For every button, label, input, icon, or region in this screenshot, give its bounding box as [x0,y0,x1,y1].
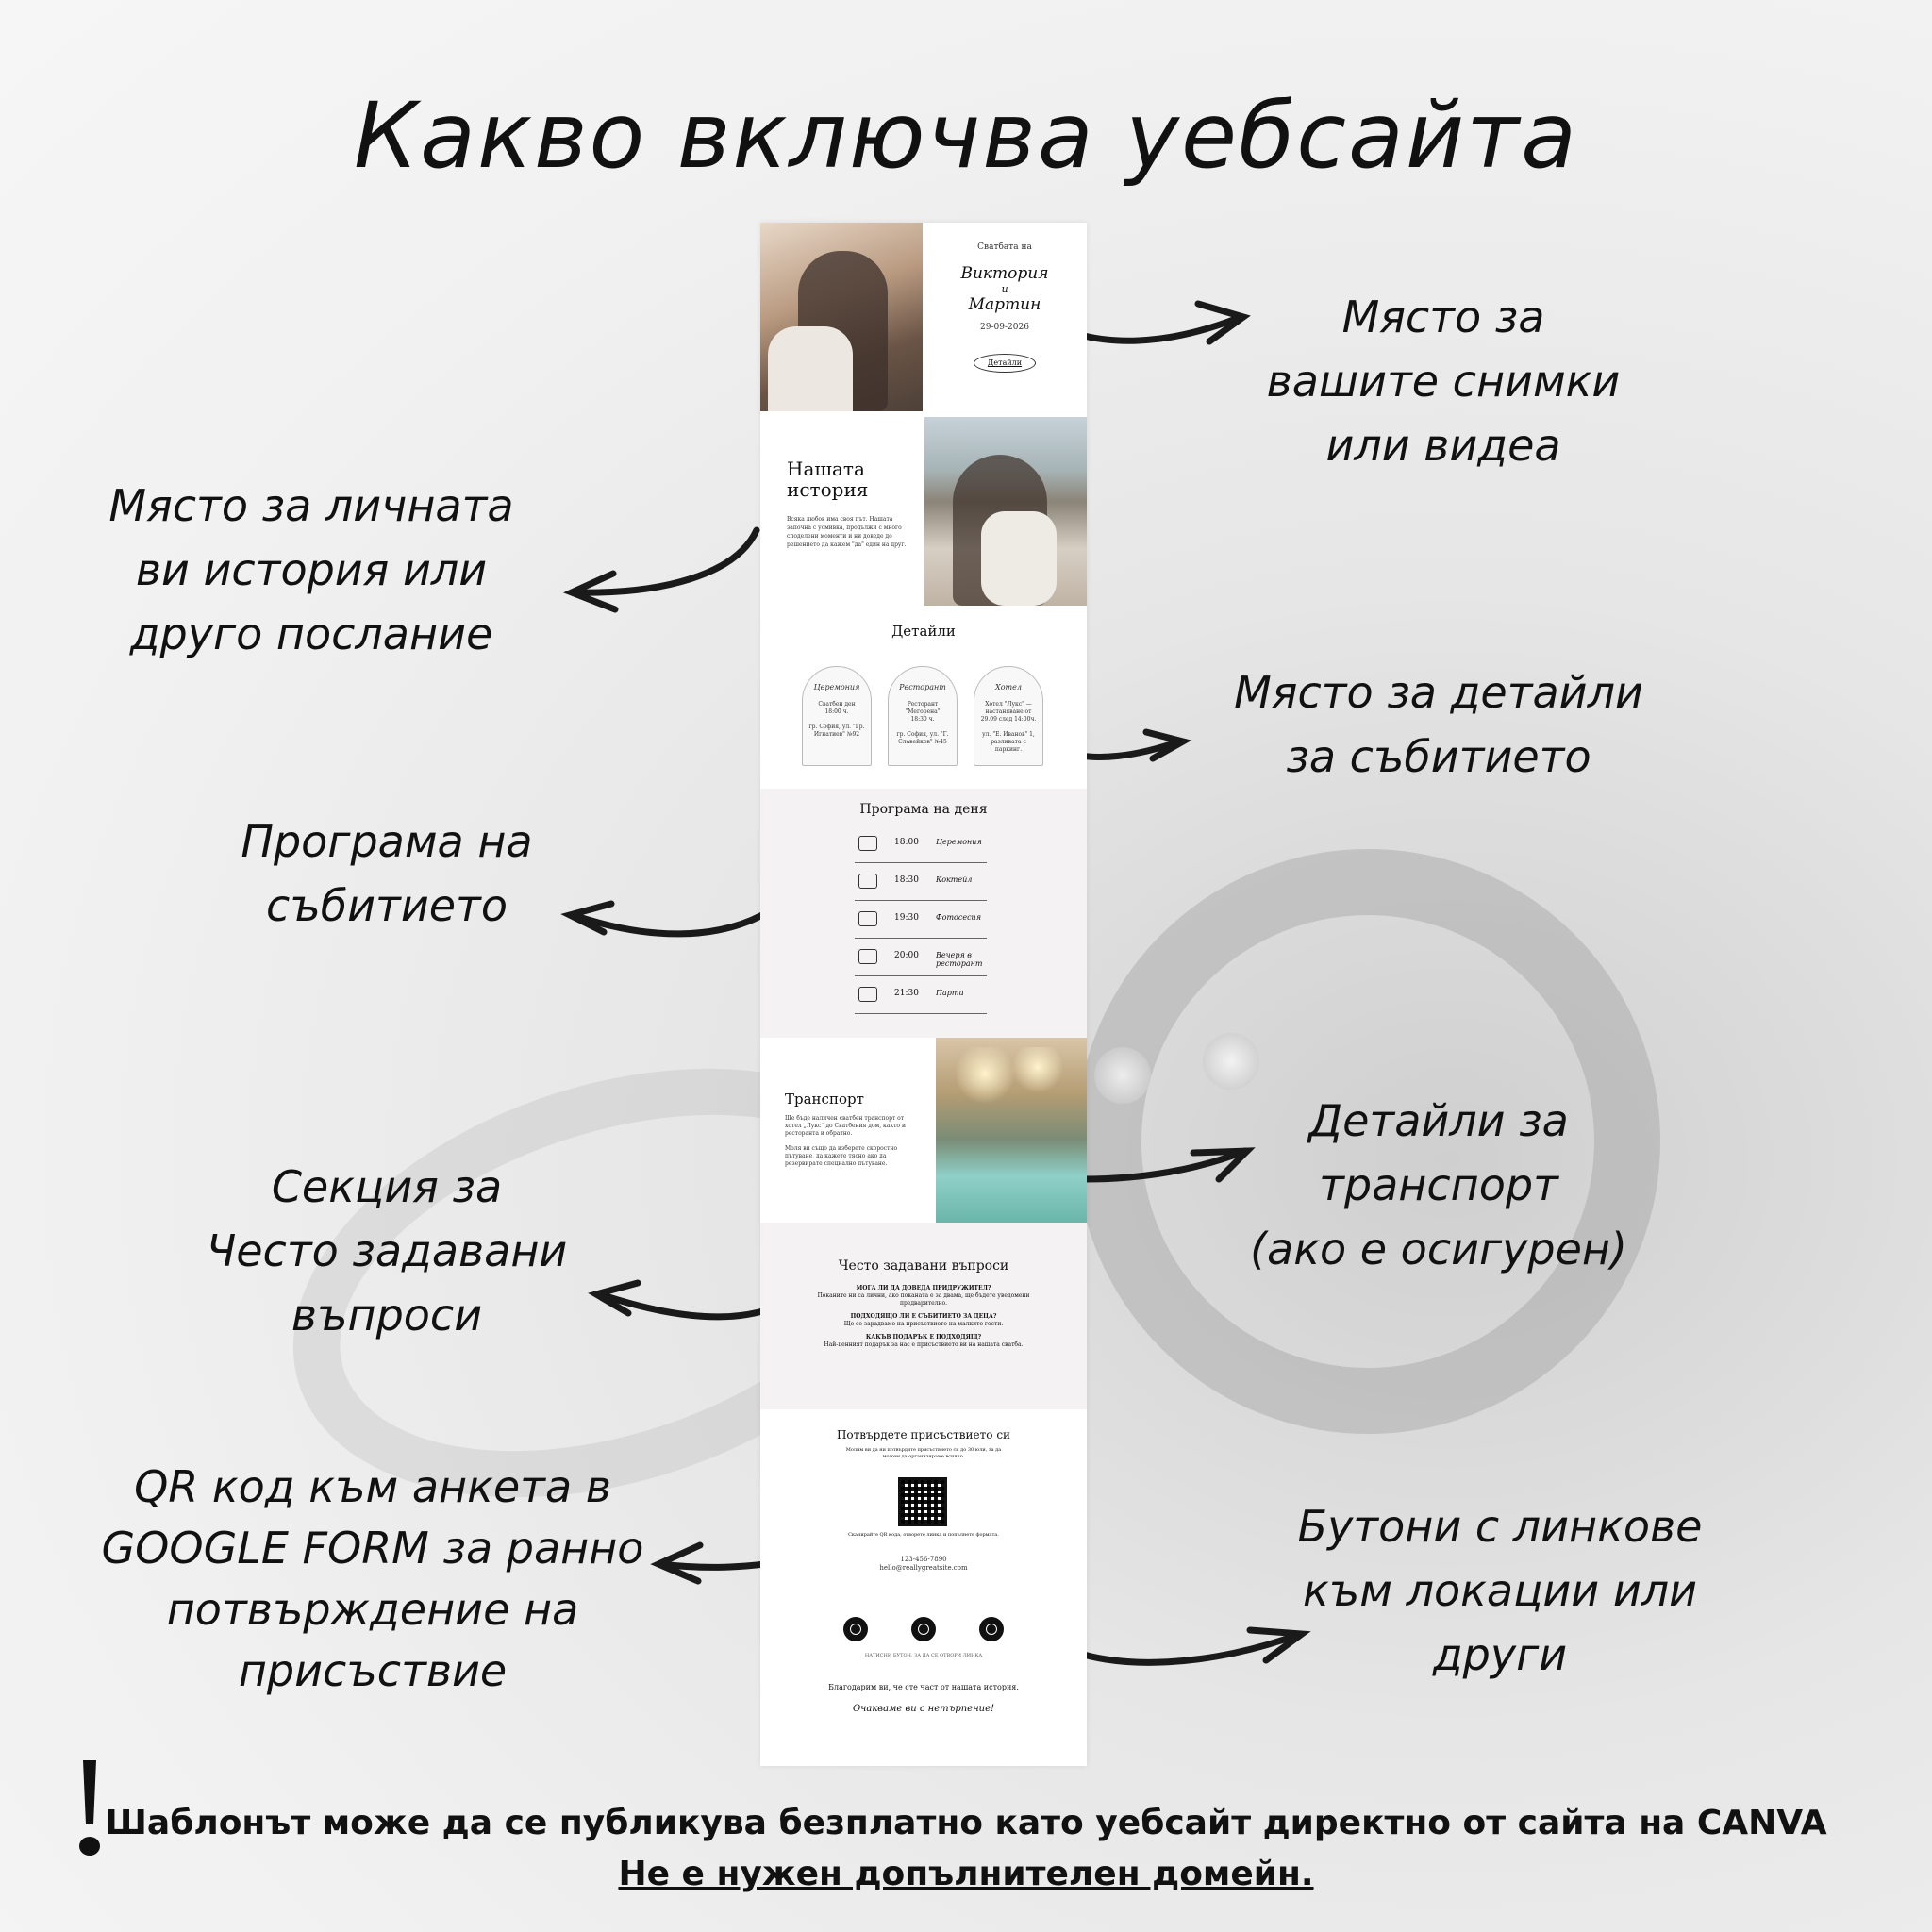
story-text-block [787,458,909,549]
faq-section [760,1223,1087,1409]
hero-date: 29-09-2026 [980,323,1029,332]
program-section [760,789,1087,1038]
footer-line-2: Не е нужен допълнителен домейн. [618,1855,1314,1893]
rings-icon [858,836,877,851]
links-caption: НАТИСНИ БУТОН, ЗА ДА СЕ ОТВОРИ ЛИНКА [864,1653,983,1658]
story-photo [924,417,1087,606]
lights [945,1047,1077,1113]
annotation-faq: Секция за Често задавани въпроси [206,1161,568,1341]
rsvp-phone: 123-456-7890 [900,1556,947,1563]
arrow-story [575,530,757,592]
details-section [760,606,1087,789]
page-title: Какво включва уебсайта [354,83,1578,189]
shirt-shape [981,511,1057,606]
rsvp-section [760,1409,1087,1766]
story-heading-1: Нашата [787,458,865,480]
hero-section [760,223,1087,411]
arrow-buttons [1055,1634,1300,1662]
website-preview [760,223,1087,1766]
hero-name-2: Мартин [968,295,1041,314]
hero-photo [760,223,923,411]
hero-and: и [1001,283,1008,295]
program-row: 18:00 Церемония [855,826,987,863]
transport-text-block [785,1091,906,1168]
rsvp-text: Молим ви да ни потвърдите присъствието си до 30 юли, за да можем да организираме всичко. [845,1447,1002,1459]
faq-item: КАКЪВ ПОДАРЪК Е ПОДХОДЯЩ? Най-ценният подарък за нас е присъствието ви на нашата сватба. [824,1334,1024,1348]
venue-photo [936,1038,1087,1223]
transport-paragraph-1: Ще бъде наличен сватбен транспорт от хотел „Лукс“ до Сватбения дом, както и ресторанта и обратно. [785,1115,906,1137]
program-row: 21:30 Парти [855,977,987,1014]
location-button-restaurant[interactable] [911,1617,936,1641]
transport-heading: Транспорт [785,1091,864,1108]
annotation-buttons: Бутони с линкове към локации или други [1297,1501,1703,1680]
footer-line-1: Шаблонът може да се публикува безплатно като уебсайт директно от сайта на CANVA [105,1804,1827,1842]
details-heading: Детайли [891,623,956,640]
shirt-shape [768,326,853,411]
faq-item: МОГА ЛИ ДА ДОВЕДА ПРИДРУЖИТЕЛ? Поканите ни са лични, ако поканата е за двама, ще бъдете уведомени предварително. [817,1285,1030,1307]
party-icon [858,987,877,1002]
story-section [760,417,1087,606]
thanks-text: Благодарим ви, че сте част от нашата история. [828,1683,1019,1691]
transport-paragraph-2: Моля ви също да изберете скоростно пътуване, да кажете тясно ако да резервирате специално пътуване. [785,1145,898,1167]
annotation-program: Програма на събитието [241,816,533,931]
details-card-ceremony: Церемония Сватбен ден 18:00 ч. гр. София, ул. "Гр. Игнатиев" №92 [802,666,872,766]
faq-heading: Често задавани въпроси [838,1258,1009,1274]
faq-item: ПОДХОДЯЩО ЛИ Е СЪБИТИЕТО ЗА ДЕЦА? Ще се зарадваме на присъствието на малките гости. [843,1313,1004,1327]
location-button-hotel[interactable] [979,1617,1004,1641]
annotation-photos: Място за вашите снимки или видеа [1266,291,1621,471]
details-card-hotel: Хотел Хотел "Лукс" — настаняване от 29.09 след 14:00ч. ул. "Е. Иванов" 1, разливата с паркинг. [974,666,1043,766]
hero-name-1: Виктория [960,264,1049,283]
transport-section [760,1038,1087,1223]
details-card-restaurant: Ресторант Ресторант "Мегорена" 18:30 ч. гр. София, ул. "Г. Славейков" №45 [888,666,958,766]
signature-text: Очакваме ви с нетърпение! [852,1704,995,1714]
hero-pretitle: Сватбата на [977,242,1032,252]
story-heading-2: история [787,478,869,501]
cocktail-icon [858,874,877,889]
annotation-story: Място за личната ви история или друго послание [108,480,514,659]
rsvp-heading: Потвърдете присъствието си [836,1428,1011,1441]
story-text: Всяка любов има своя път. Нашата започна с усмивка, продължи с много споделени моменти и ни доведе до решението да кажем "да" един на друг. [787,516,907,548]
dinner-icon [858,949,877,964]
program-heading: Програма на деня [859,802,988,817]
rsvp-email: hello@reallygreatsite.com [879,1564,968,1572]
annotation-transport: Детайли за транспорт (ако е осигурен) [1250,1095,1627,1274]
annotation-details: Място за детайли за събитието [1234,667,1643,782]
hero-text [923,223,1087,411]
annotation-qr: QR код към анкета в GOOGLE FORM за ранно потвърждение на присъствие [101,1461,644,1696]
program-row: 20:00 Вечеря в ресторант [855,940,987,976]
program-row: 19:30 Фотосесия [855,902,987,939]
hero-details-button[interactable]: Детайли [974,354,1036,373]
rsvp-scan-text: Сканирайте QR кода, отворете линка и попълнете формата. [848,1532,999,1538]
qr-code[interactable] [898,1477,947,1526]
camera-icon [858,911,877,926]
location-button-ceremony[interactable] [843,1617,868,1641]
program-row: 18:30 Коктейл [855,864,987,901]
